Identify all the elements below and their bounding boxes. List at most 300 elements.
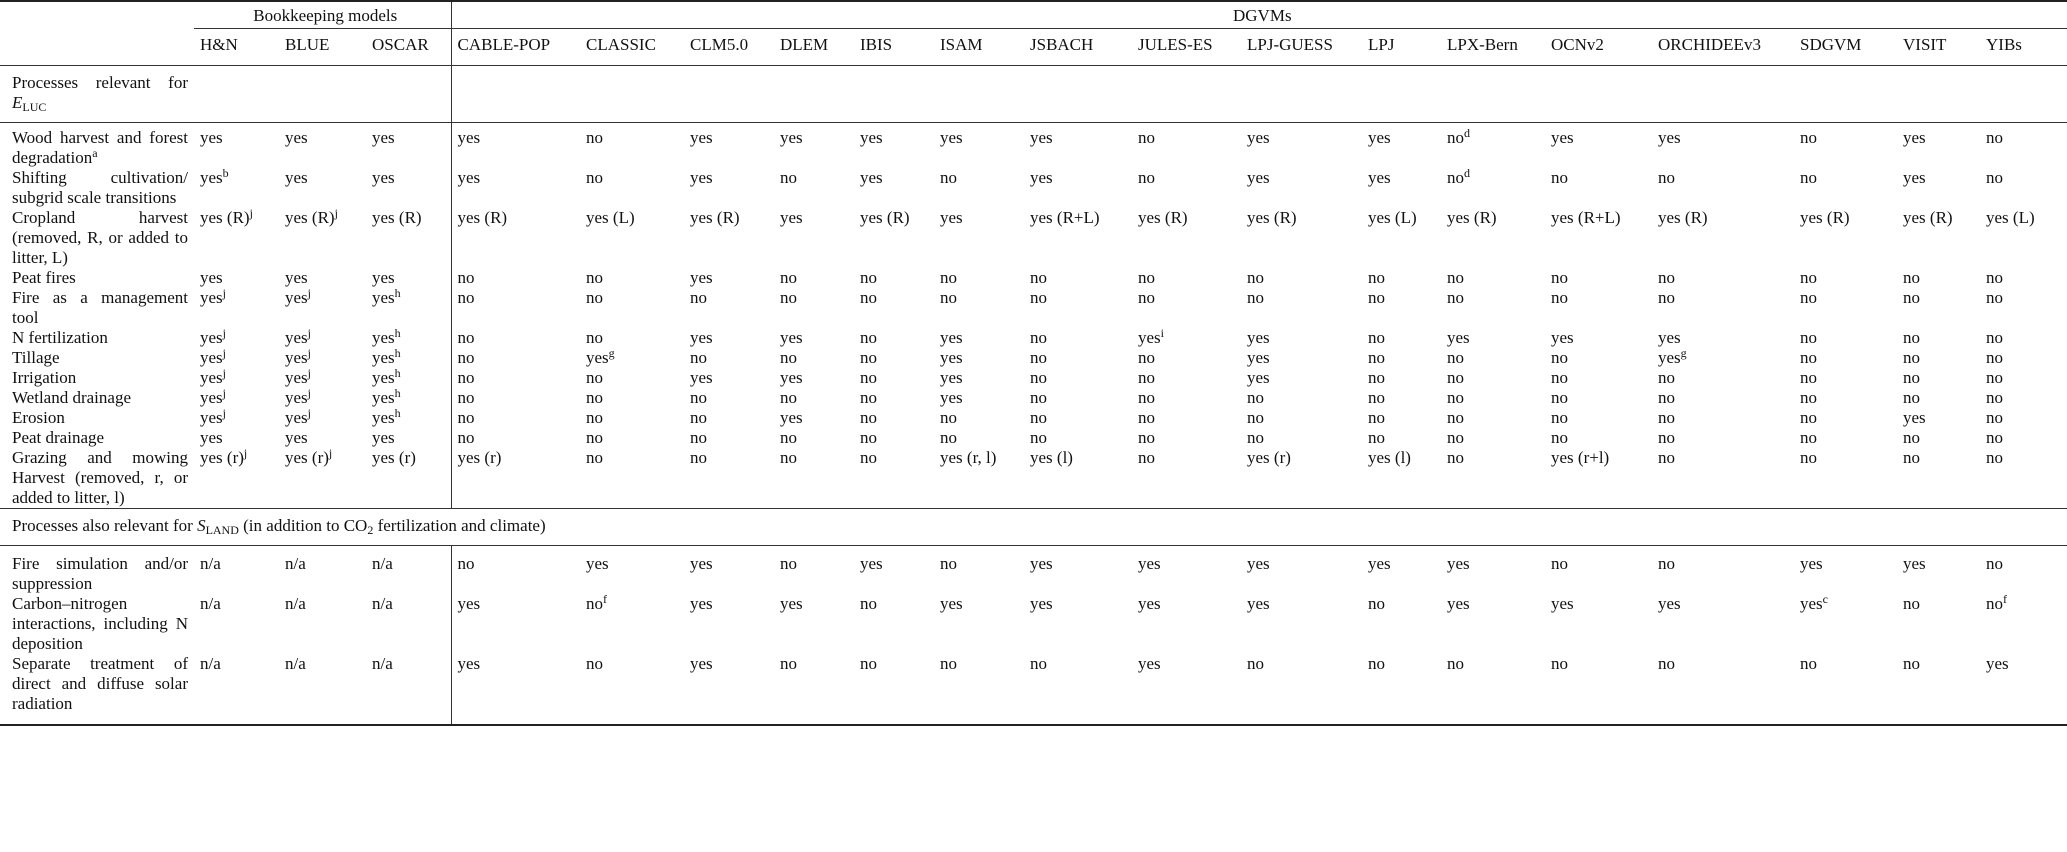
col-header-lpj-guess: LPJ-GUESS	[1241, 29, 1362, 66]
cell-value: yes (R)	[1658, 208, 1708, 227]
cell-value: no	[1030, 368, 1047, 387]
cell-classic	[580, 268, 684, 288]
cell-value: yes (R)	[457, 208, 508, 227]
cell-value: yes	[1986, 654, 2009, 673]
cell-value: n/a	[200, 654, 221, 673]
cell-cable-pop	[451, 448, 580, 509]
cell-blue	[279, 368, 366, 388]
cell-value: yes	[285, 428, 308, 447]
cell-value: yes	[860, 554, 883, 573]
cell-value: yes	[1551, 594, 1574, 613]
cell-value: no	[780, 348, 797, 367]
cell-value: no	[1247, 268, 1264, 287]
table-row	[0, 268, 2067, 288]
cell-sdgvm	[1794, 168, 1897, 208]
cell-dlem	[774, 408, 854, 428]
cell-ocnv2	[1545, 388, 1652, 408]
cell-clm5-0	[684, 168, 774, 208]
cell-value: no	[860, 348, 877, 367]
cell-yibs	[1980, 268, 2067, 288]
cell-handn	[194, 208, 279, 268]
cell-lpj-guess	[1241, 368, 1362, 388]
cell-value: no	[1903, 368, 1920, 387]
cell-sdgvm	[1794, 594, 1897, 654]
cell-jsbach	[1024, 388, 1132, 408]
cell-yibs	[1980, 594, 2067, 654]
cell-lpj-guess	[1241, 448, 1362, 509]
cell-value: no	[1800, 168, 1817, 187]
cell-value: yes	[1447, 328, 1470, 347]
process-label	[0, 654, 194, 725]
cell-value: yes	[940, 594, 963, 613]
cell-orchideev3	[1652, 388, 1794, 408]
footnote-marker: d	[1464, 126, 1470, 140]
cell-value: no	[1368, 348, 1385, 367]
cell-value: no	[1447, 388, 1464, 407]
cell-value: yes	[457, 168, 481, 187]
cell-lpj	[1362, 546, 1441, 595]
cell-value: no	[1551, 428, 1568, 447]
cell-jules-es	[1132, 408, 1241, 428]
cell-blue	[279, 408, 366, 428]
cell-blue	[279, 428, 366, 448]
cell-lpj	[1362, 208, 1441, 268]
cell-jsbach	[1024, 654, 1132, 725]
cell-value: no	[586, 428, 603, 447]
cell-value: no	[1138, 288, 1155, 307]
cell-value: yes	[1247, 328, 1270, 347]
cell-lpj-guess	[1241, 348, 1362, 368]
cell-jules-es	[1132, 368, 1241, 388]
cell-orchideev3	[1652, 328, 1794, 348]
cell-value: yes (r)	[200, 448, 244, 467]
cell-value: yes	[285, 128, 308, 147]
cell-value: no	[940, 168, 957, 187]
cell-value: no	[586, 328, 603, 347]
cell-dlem	[774, 594, 854, 654]
cell-value: yes (r+l)	[1551, 448, 1610, 467]
cell-value: yes	[1800, 594, 1823, 613]
cell-visit	[1897, 168, 1980, 208]
cell-value: no	[940, 554, 957, 573]
footnote-marker: j	[222, 406, 227, 420]
cell-value: yes (L)	[586, 208, 635, 227]
cell-value: yes	[690, 128, 713, 147]
cell-value: no	[1030, 288, 1047, 307]
cell-visit	[1897, 428, 1980, 448]
cell-value: no	[860, 428, 877, 447]
cell-jules-es	[1132, 328, 1241, 348]
cell-value: no	[1658, 368, 1675, 387]
cell-value: yes	[457, 594, 481, 613]
cell-value: no	[1986, 288, 2003, 307]
col-header-yibs: YIBs	[1980, 29, 2067, 66]
cell-handn	[194, 368, 279, 388]
cell-lpx-bern	[1441, 388, 1545, 408]
cell-value: no	[1986, 368, 2003, 387]
cell-value: no	[1658, 408, 1675, 427]
section-sland-sub: LAND	[205, 523, 239, 537]
cell-value: yes	[860, 128, 883, 147]
cell-handn	[194, 348, 279, 368]
cell-ibis	[854, 123, 934, 169]
cell-clm5-0	[684, 594, 774, 654]
cell-oscar	[366, 328, 451, 348]
cell-value: no	[1030, 388, 1047, 407]
cell-value: no	[1368, 328, 1385, 347]
process-label	[0, 348, 194, 368]
cell-ocnv2	[1545, 408, 1652, 428]
cell-value: no	[1030, 408, 1047, 427]
cell-value: yes (R+L)	[1551, 208, 1621, 227]
cell-sdgvm	[1794, 268, 1897, 288]
cell-value: no	[860, 388, 877, 407]
cell-value: no	[1138, 448, 1155, 467]
col-header-classic: CLASSIC	[580, 29, 684, 66]
cell-value: yes	[1247, 368, 1270, 387]
cell-lpj-guess	[1241, 208, 1362, 268]
col-header-orchideev3: ORCHIDEEv3	[1652, 29, 1794, 66]
cell-value: yes	[780, 368, 803, 387]
cell-isam	[934, 123, 1024, 169]
cell-lpj	[1362, 123, 1441, 169]
cell-jsbach	[1024, 348, 1132, 368]
cell-value: no	[586, 128, 603, 147]
process-label	[0, 546, 194, 595]
cell-value: n/a	[285, 654, 306, 673]
cell-handn	[194, 328, 279, 348]
process-label	[0, 268, 194, 288]
process-label	[0, 428, 194, 448]
section-sland-co2sub: 2	[367, 523, 374, 537]
process-label-text: Irrigation	[12, 368, 77, 387]
cell-value: yes	[200, 128, 223, 147]
cell-dlem	[774, 208, 854, 268]
cell-dlem	[774, 428, 854, 448]
cell-value: yes	[780, 208, 803, 227]
cell-value: no	[1658, 554, 1675, 573]
cell-value: no	[940, 288, 957, 307]
section-sland-header	[0, 509, 2067, 546]
cell-classic	[580, 348, 684, 368]
process-label-text: Wood harvest and forest degradation	[12, 128, 188, 167]
cell-blue	[279, 348, 366, 368]
cell-isam	[934, 546, 1024, 595]
cell-value: yes	[1551, 128, 1574, 147]
process-label	[0, 288, 194, 328]
cell-ibis	[854, 328, 934, 348]
cell-orchideev3	[1652, 594, 1794, 654]
cell-ocnv2	[1545, 123, 1652, 169]
col-header-lpx-bern: LPX-Bern	[1441, 29, 1545, 66]
cell-value: no	[1138, 268, 1155, 287]
cell-sdgvm	[1794, 546, 1897, 595]
table-row	[0, 208, 2067, 268]
cell-value: no	[780, 654, 797, 673]
cell-value: no	[860, 288, 877, 307]
table-row	[0, 348, 2067, 368]
cell-lpj	[1362, 328, 1441, 348]
cell-ocnv2	[1545, 208, 1652, 268]
cell-lpx-bern	[1441, 368, 1545, 388]
cell-cable-pop	[451, 388, 580, 408]
table-row	[0, 388, 2067, 408]
cell-value: no	[1551, 288, 1568, 307]
cell-classic	[580, 168, 684, 208]
cell-value: yes	[690, 368, 713, 387]
cell-value: no	[860, 448, 877, 467]
cell-jules-es	[1132, 546, 1241, 595]
cell-value: no	[1800, 348, 1817, 367]
cell-ocnv2	[1545, 448, 1652, 509]
cell-value: no	[1247, 388, 1264, 407]
cell-jsbach	[1024, 448, 1132, 509]
cell-value: no	[1800, 288, 1817, 307]
cell-lpx-bern	[1441, 594, 1545, 654]
cell-dlem	[774, 368, 854, 388]
cell-value: yes	[940, 328, 963, 347]
cell-value: no	[1986, 408, 2003, 427]
cell-value: yes	[285, 368, 308, 387]
col-header-lpj: LPJ	[1362, 29, 1441, 66]
cell-yibs	[1980, 654, 2067, 725]
cell-lpj-guess	[1241, 654, 1362, 725]
cell-value: no	[780, 168, 797, 187]
cell-oscar	[366, 168, 451, 208]
cell-value: yes	[372, 348, 395, 367]
col-header-visit: VISIT	[1897, 29, 1980, 66]
cell-value: no	[1138, 348, 1155, 367]
cell-value: no	[1447, 448, 1464, 467]
cell-value: yes	[586, 348, 609, 367]
process-label	[0, 328, 194, 348]
cell-orchideev3	[1652, 654, 1794, 725]
cell-cable-pop	[451, 168, 580, 208]
cell-value: no	[586, 268, 603, 287]
cell-value: yes	[1030, 554, 1053, 573]
cell-value: yes	[372, 428, 395, 447]
cell-lpj	[1362, 594, 1441, 654]
cell-lpj-guess	[1241, 288, 1362, 328]
cell-lpx-bern	[1441, 208, 1545, 268]
footnote-marker: j	[307, 326, 312, 340]
footnote-marker: b	[222, 166, 229, 180]
footnote-marker: h	[394, 286, 401, 300]
cell-ibis	[854, 268, 934, 288]
cell-value: no	[690, 448, 707, 467]
cell-jsbach	[1024, 428, 1132, 448]
footnote-marker: j	[307, 366, 312, 380]
cell-ibis	[854, 408, 934, 428]
cell-isam	[934, 388, 1024, 408]
cell-value: no	[1658, 448, 1675, 467]
cell-cable-pop	[451, 408, 580, 428]
cell-jsbach	[1024, 123, 1132, 169]
cell-value: no	[690, 408, 707, 427]
cell-handn	[194, 448, 279, 509]
cell-value: no	[690, 288, 707, 307]
cell-dlem	[774, 123, 854, 169]
cell-sdgvm	[1794, 654, 1897, 725]
cell-lpj	[1362, 288, 1441, 328]
cell-value: no	[1903, 388, 1920, 407]
cell-blue	[279, 268, 366, 288]
cell-blue	[279, 448, 366, 509]
cell-value: yes (R)	[1800, 208, 1850, 227]
cell-ocnv2	[1545, 168, 1652, 208]
cell-value: no	[586, 408, 603, 427]
section-sland-sym: S	[197, 516, 206, 535]
footnote-marker: j	[328, 446, 333, 460]
cell-value: no	[780, 554, 797, 573]
cell-cable-pop	[451, 328, 580, 348]
cell-lpj-guess	[1241, 268, 1362, 288]
cell-value: yes	[1903, 168, 1926, 187]
cell-lpj	[1362, 168, 1441, 208]
cell-value: no	[1658, 168, 1675, 187]
process-label	[0, 123, 194, 169]
cell-blue	[279, 123, 366, 169]
cell-value: yes	[690, 168, 713, 187]
cell-classic	[580, 594, 684, 654]
process-label-text: Erosion	[12, 408, 65, 427]
cell-sdgvm	[1794, 123, 1897, 169]
cell-value: yes	[372, 368, 395, 387]
cell-oscar	[366, 123, 451, 169]
cell-value: yes	[457, 128, 481, 147]
cell-jsbach	[1024, 168, 1132, 208]
cell-value: yes	[940, 368, 963, 387]
cell-value: no	[1800, 654, 1817, 673]
cell-value: no	[1903, 448, 1920, 467]
cell-lpj-guess	[1241, 168, 1362, 208]
cell-visit	[1897, 388, 1980, 408]
cell-value: no	[1986, 348, 2003, 367]
cell-value: yes	[200, 408, 223, 427]
process-label	[0, 408, 194, 428]
cell-handn	[194, 654, 279, 725]
cell-value: no	[940, 408, 957, 427]
cell-value: yes	[780, 328, 803, 347]
cell-ibis	[854, 448, 934, 509]
cell-orchideev3	[1652, 123, 1794, 169]
footnote-marker: d	[1464, 166, 1470, 180]
cell-value: yes	[372, 168, 395, 187]
cell-value: no	[1903, 288, 1920, 307]
col-header-blue: BLUE	[279, 29, 366, 66]
cell-jules-es	[1132, 594, 1241, 654]
cell-value: no	[1800, 128, 1817, 147]
cell-oscar	[366, 288, 451, 328]
cell-value: no	[1903, 348, 1920, 367]
cell-value: yes (l)	[1030, 448, 1073, 467]
header-blank	[0, 1, 194, 29]
cell-ocnv2	[1545, 368, 1652, 388]
cell-value: no	[1986, 128, 2003, 147]
col-header-ocnv2: OCNv2	[1545, 29, 1652, 66]
cell-clm5-0	[684, 368, 774, 388]
cell-value: yes	[690, 554, 713, 573]
col-header-isam: ISAM	[934, 29, 1024, 66]
cell-classic	[580, 288, 684, 328]
cell-blue	[279, 288, 366, 328]
cell-handn	[194, 268, 279, 288]
cell-value: no	[1658, 654, 1675, 673]
cell-value: no	[586, 448, 603, 467]
footnote-marker: j	[307, 286, 312, 300]
header-blank-2	[0, 29, 194, 66]
cell-value: yes	[200, 388, 223, 407]
cell-value: no	[457, 328, 475, 347]
cell-value: yes	[1368, 554, 1391, 573]
cell-value: yes (L)	[1368, 208, 1417, 227]
col-header-handn: H&N	[194, 29, 279, 66]
cell-value: yes	[457, 654, 481, 673]
cell-value: yes	[200, 288, 223, 307]
cell-jules-es	[1132, 168, 1241, 208]
cell-orchideev3	[1652, 168, 1794, 208]
cell-value: no	[1551, 168, 1568, 187]
cell-cable-pop	[451, 594, 580, 654]
cell-value: yes	[1030, 128, 1053, 147]
process-label	[0, 388, 194, 408]
cell-value: no	[457, 268, 475, 287]
section-elu-label	[0, 66, 194, 123]
cell-jules-es	[1132, 208, 1241, 268]
cell-value: yes	[1658, 348, 1681, 367]
cell-handn	[194, 408, 279, 428]
cell-visit	[1897, 288, 1980, 328]
cell-classic	[580, 208, 684, 268]
cell-value: n/a	[285, 594, 306, 613]
cell-yibs	[1980, 348, 2067, 368]
cell-blue	[279, 208, 366, 268]
cell-clm5-0	[684, 288, 774, 328]
cell-lpx-bern	[1441, 348, 1545, 368]
cell-value: yes (R)	[372, 208, 422, 227]
cell-lpj	[1362, 268, 1441, 288]
cell-jsbach	[1024, 208, 1132, 268]
table-row	[0, 368, 2067, 388]
cell-lpj	[1362, 448, 1441, 509]
cell-value: yes	[690, 328, 713, 347]
cell-value: no	[1903, 428, 1920, 447]
cell-dlem	[774, 328, 854, 348]
cell-value: yes	[200, 268, 223, 287]
cell-value: no	[1551, 368, 1568, 387]
cell-value: no	[586, 288, 603, 307]
cell-value: no	[1903, 654, 1920, 673]
cell-value: no	[1551, 408, 1568, 427]
footnote-marker: h	[394, 326, 401, 340]
cell-value: yes	[1368, 128, 1391, 147]
footnote-marker: j	[222, 366, 227, 380]
cell-value: yes	[586, 554, 609, 573]
cell-value: yes	[1030, 594, 1053, 613]
process-label	[0, 208, 194, 268]
cell-dlem	[774, 348, 854, 368]
section-elu-text: Processes relevant for	[12, 73, 188, 92]
cell-visit	[1897, 448, 1980, 509]
cell-value: n/a	[372, 654, 393, 673]
group-bookkeeping-models: Bookkeeping models	[194, 1, 451, 29]
section-elu-header	[0, 66, 2067, 123]
cell-value: no	[1030, 428, 1047, 447]
process-label	[0, 368, 194, 388]
cell-value: no	[1247, 288, 1264, 307]
cell-value: yes	[200, 428, 223, 447]
cell-orchideev3	[1652, 448, 1794, 509]
